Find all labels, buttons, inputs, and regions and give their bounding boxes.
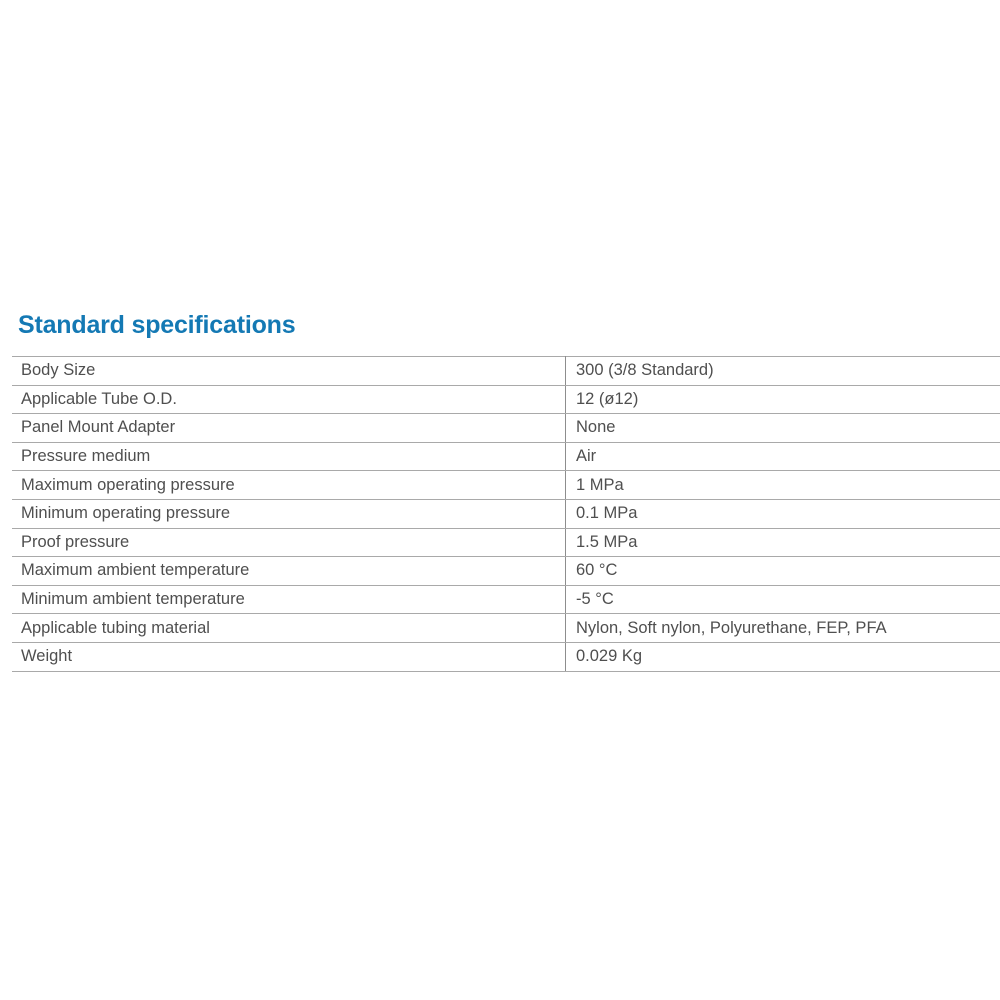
table-row — [12, 642, 1000, 671]
spec-value-weight: 0.029 Kg — [566, 642, 1000, 671]
specifications-table-body — [12, 357, 1000, 672]
table-row — [12, 557, 1000, 586]
table-row — [12, 385, 1000, 414]
spec-value-maximum-operating-pressure: 1 MPa — [566, 471, 1000, 500]
table-row — [12, 499, 1000, 528]
specifications-table-container — [12, 356, 1000, 672]
page-title: Standard specifications — [18, 311, 296, 339]
table-row — [12, 442, 1000, 471]
table-row — [12, 585, 1000, 614]
spec-label-pressure-medium: Pressure medium — [12, 442, 566, 471]
spec-value-maximum-ambient-temperature: 60 °C — [566, 557, 1000, 586]
table-row — [12, 614, 1000, 643]
spec-label-applicable-tubing-material: Applicable tubing material — [12, 614, 566, 643]
spec-label-applicable-tube-od: Applicable Tube O.D. — [12, 385, 566, 414]
table-row — [12, 471, 1000, 500]
spec-value-proof-pressure: 1.5 MPa — [566, 528, 1000, 557]
spec-value-applicable-tube-od: 12 (ø12) — [566, 385, 1000, 414]
spec-label-proof-pressure: Proof pressure — [12, 528, 566, 557]
spec-label-weight: Weight — [12, 642, 566, 671]
specifications-table — [12, 356, 1000, 672]
table-row — [12, 414, 1000, 443]
spec-value-minimum-ambient-temperature: -5 °C — [566, 585, 1000, 614]
spec-label-minimum-ambient-temperature: Minimum ambient temperature — [12, 585, 566, 614]
table-row — [12, 357, 1000, 386]
spec-label-maximum-ambient-temperature: Maximum ambient temperature — [12, 557, 566, 586]
spec-label-body-size: Body Size — [12, 357, 566, 386]
spec-value-applicable-tubing-material: Nylon, Soft nylon, Polyurethane, FEP, PFA — [566, 614, 1000, 643]
spec-value-body-size: 300 (3/8 Standard) — [566, 357, 1000, 386]
spec-value-pressure-medium: Air — [566, 442, 1000, 471]
spec-value-panel-mount-adapter: None — [566, 414, 1000, 443]
spec-value-minimum-operating-pressure: 0.1 MPa — [566, 499, 1000, 528]
table-row — [12, 528, 1000, 557]
spec-label-panel-mount-adapter: Panel Mount Adapter — [12, 414, 566, 443]
spec-label-minimum-operating-pressure: Minimum operating pressure — [12, 499, 566, 528]
spec-label-maximum-operating-pressure: Maximum operating pressure — [12, 471, 566, 500]
